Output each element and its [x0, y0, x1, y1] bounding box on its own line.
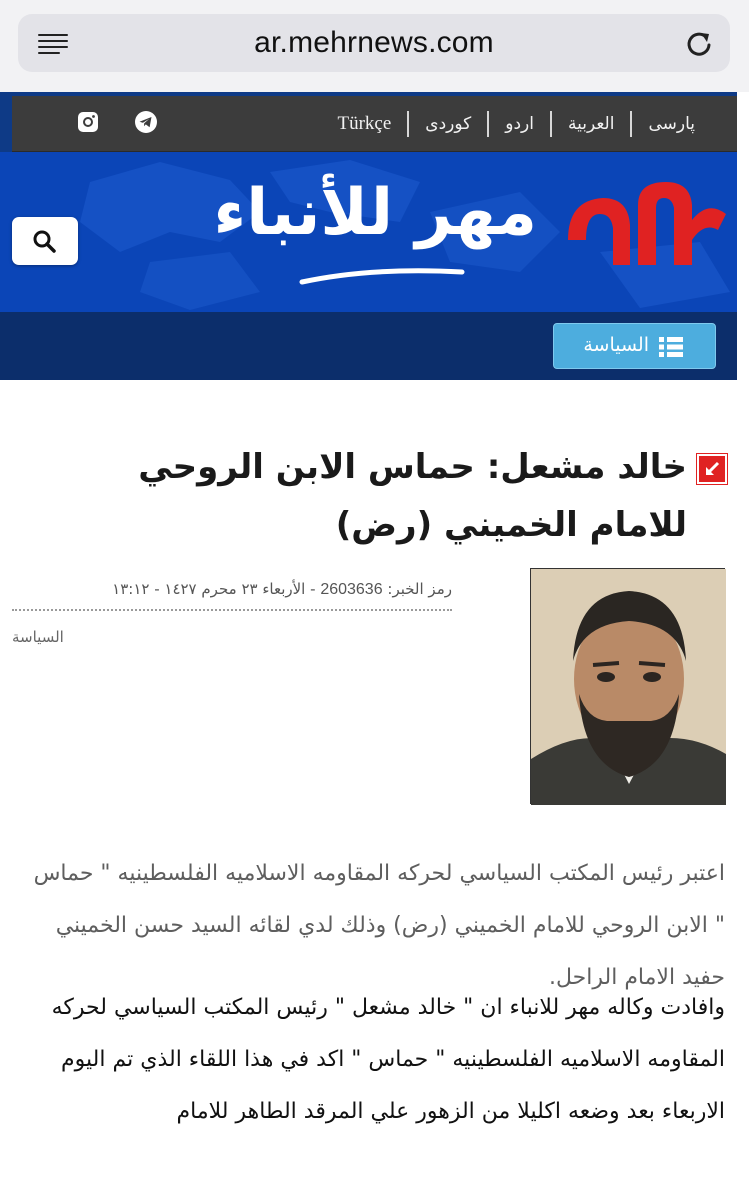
lang-farsi[interactable]: پارسی	[648, 114, 695, 134]
search-icon	[32, 229, 58, 255]
news-code: 2603636	[320, 581, 383, 598]
search-button[interactable]	[12, 217, 78, 265]
language-list	[321, 96, 711, 152]
lang-kurdish[interactable]: کوردی	[425, 114, 472, 134]
article-title: خالد مشعل: حماس الابن الروحي للامام الخميني (رض)	[138, 447, 687, 545]
reload-icon[interactable]	[684, 29, 714, 59]
portrait-image	[531, 569, 726, 805]
list-icon	[659, 336, 683, 358]
article-photo[interactable]	[530, 568, 725, 804]
browser-toolbar	[0, 0, 749, 92]
category-politics-button[interactable]	[553, 323, 716, 369]
instagram-icon[interactable]	[76, 110, 100, 134]
mehr-logo-mark	[558, 170, 728, 280]
mehr-news-logo	[213, 172, 542, 292]
category-label: السياسة	[583, 334, 649, 356]
article-body: وافادت وكاله مهر للانباء ان " خالد مشعل " رئيس المكتب السياسي لحركه المقاومه الاسلاميه الفلسطينيه " حماس " اكد في هذا اللقاء الذي تم اليوم الاربعاء بعد وضعه اكليلا من الزهور علي المرقد الطاهر للامام	[51, 995, 725, 1124]
article-meta	[12, 580, 452, 611]
publish-date: - الأربعاء ٢٣ محرم ١٤٢٧ - ١٣:١٢	[112, 580, 316, 598]
address-bar[interactable]	[18, 14, 730, 72]
site-header	[0, 92, 749, 380]
logo-text-mehr: مهر للأنباء	[213, 176, 537, 250]
article-lead: اعتبر رئيس المكتب السياسي لحركه المقاومه الاسلاميه الفلسطينيه " حماس " الابن الروحي للامام الخميني (رض) وذلك لدي لقائه السيد حسن الخميني حفيد الامام الراحل.	[33, 861, 725, 990]
url-text[interactable]: ar.mehrnews.com	[254, 26, 494, 59]
article	[0, 380, 749, 1200]
section-link[interactable]: السياسة	[12, 628, 64, 646]
logo-banner	[0, 152, 737, 312]
arrow-icon	[697, 454, 727, 484]
lang-turkish[interactable]: Türkçe	[337, 113, 392, 134]
category-bar	[0, 312, 737, 380]
lang-arabic[interactable]: العربية	[567, 114, 615, 134]
news-code-label: رمز الخبر:	[387, 580, 452, 598]
language-bar	[12, 96, 737, 152]
telegram-icon[interactable]	[134, 110, 158, 134]
lang-urdu[interactable]: اردو	[505, 114, 534, 134]
